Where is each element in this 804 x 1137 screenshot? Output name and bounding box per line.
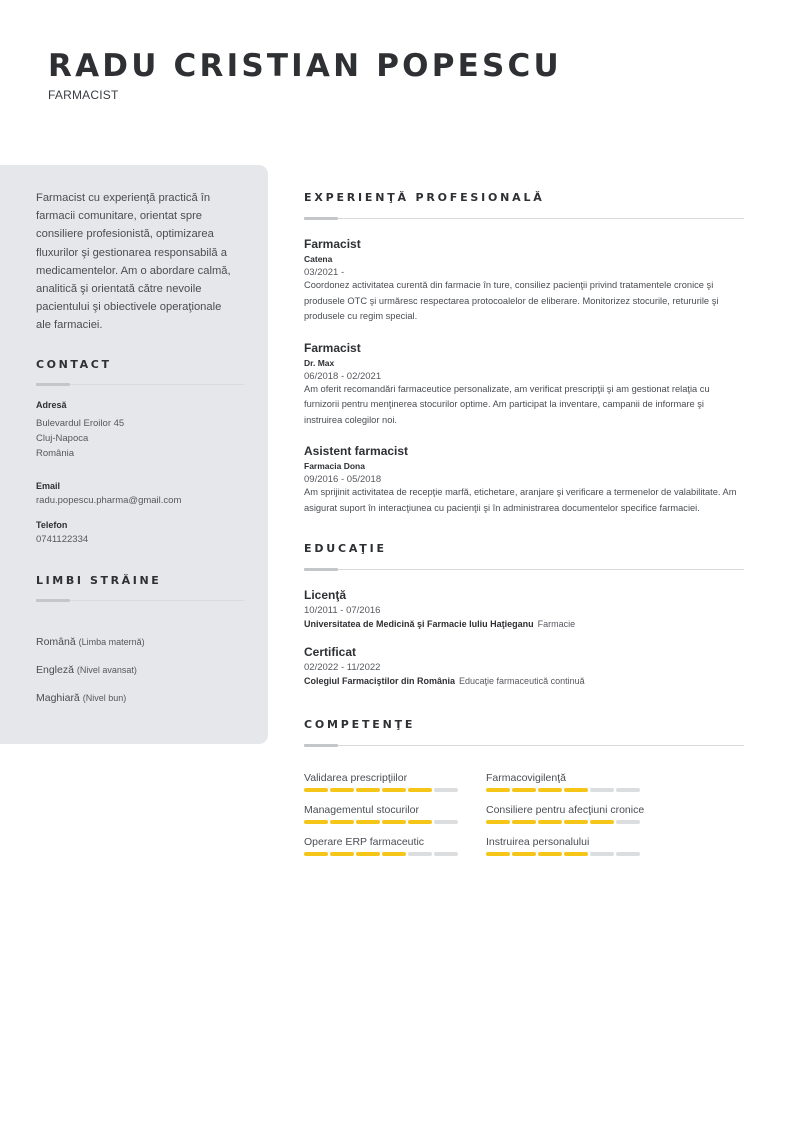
skill-segment-filled [564,852,588,856]
education-school: Colegiul Farmaciştilor din România [304,676,456,686]
education-field: Farmacie [537,619,576,629]
candidate-title: FARMACIST [48,88,119,102]
education-degree: Licenţă [304,588,347,602]
skill-segment-filled [382,788,406,792]
education-heading: EDUCAŢIE [304,542,387,555]
skill-item [304,772,486,792]
skill-segment-filled [408,820,432,824]
job-company: Dr. Max [304,357,335,368]
skill-segment-empty [590,788,614,792]
job-description: Coordonez activitatea curentă din farmacie în ture, consiliez pacienţii privind tratamentele cronice şi produsele OTC şi urmăresc respectarea protocoalelor de eliberare. Monitorizez stocurile, retururile şi produsele cu regim special. [304,280,719,321]
skill-segment-filled [330,820,354,824]
skill-item [304,836,486,856]
main-content [304,191,744,856]
skill-segment-filled [564,788,588,792]
education-item [304,588,744,629]
experience-item [304,237,744,325]
address-label: Adresă [36,400,67,410]
contact-heading: CONTACT [36,358,112,371]
skill-name: Consiliere pentru afecţiuni cronice [486,804,645,816]
skill-level-bar [486,820,686,824]
skill-segment-filled [382,852,406,856]
language-item [36,636,244,648]
job-company: Farmacia Dona [304,461,365,471]
skill-name: Managementul stocurilor [304,804,419,816]
skill-segment-filled [356,852,380,856]
skill-segment-filled [512,852,536,856]
skill-level-bar [486,852,686,856]
skill-segment-filled [408,788,432,792]
skill-segment-empty [434,788,458,792]
language-name: Maghiară [36,692,80,704]
language-level: (Limba maternă) [78,637,145,647]
skill-level-bar [304,852,486,856]
email-value[interactable]: radu.popescu.pharma@gmail.com [36,495,182,506]
education-section [304,542,744,686]
skill-segment-empty [434,852,458,856]
skill-level-bar [304,788,486,792]
job-company: Catena [304,254,333,264]
language-level: (Nivel bun) [82,693,127,703]
language-name: Română [36,636,76,648]
address-line: România [36,448,75,459]
phone-value[interactable]: 0741122334 [36,534,89,545]
skill-item [304,804,486,824]
skill-segment-filled [538,820,562,824]
language-item [36,692,244,704]
skill-segment-empty [616,852,640,856]
section-divider [304,568,744,571]
skill-segment-empty [616,788,640,792]
language-item [36,664,244,676]
languages-heading: LIMBI STRĂINE [36,574,162,587]
job-dates: 03/2021 - [304,267,345,278]
skill-segment-filled [538,788,562,792]
skill-segment-filled [486,788,510,792]
skills-grid [304,772,744,856]
experience-item [304,444,744,516]
skill-name: Operare ERP farmaceutic [304,836,425,848]
job-description: Am oferit recomandări farmaceutice personalizate, am verificat prescripţii şi am gestionat relaţia cu furnizorii pentru menţinerea stocurilor optime. Am participat la inventare, campanii de informare şi instruirea colegilor noi. [304,383,710,425]
skill-segment-empty [408,852,432,856]
section-divider [36,383,244,386]
job-role: Asistent farmacist [304,444,409,458]
education-field: Educaţie farmaceutică continuă [459,676,585,686]
skills-heading: COMPETENŢE [304,718,416,731]
email-label: Email [36,481,61,491]
skill-segment-filled [356,788,380,792]
language-name: Engleză [36,664,74,676]
skill-segment-filled [512,820,536,824]
experience-section [304,191,744,516]
skill-level-bar [304,820,486,824]
skill-segment-filled [564,820,588,824]
language-level: (Nivel avansat) [76,665,137,675]
skills-section [304,718,744,856]
experience-heading: EXPERIENŢĂ PROFESIONALĂ [304,191,545,204]
skill-item [486,804,686,824]
section-divider [304,217,744,220]
job-role: Farmacist [304,340,361,355]
job-dates: 06/2018 - 02/2021 [304,370,382,382]
job-dates: 09/2016 - 05/2018 [304,474,382,485]
skill-level-bar [486,788,686,792]
job-role: Farmacist [304,237,361,251]
address-line: Cluj-Napoca [36,433,89,444]
skill-segment-filled [356,820,380,824]
skill-segment-filled [590,820,614,824]
candidate-name: RADU CRISTIAN POPESCU [48,48,562,84]
skill-item [486,836,686,856]
education-degree: Certificat [304,645,357,659]
skill-segment-filled [512,788,536,792]
experience-item [304,341,744,429]
skill-item [486,772,686,792]
job-description: Am sprijinit activitatea de recepţie marfă, etichetare, aranjare şi verificare a termenelor de valabilitate. Am asigurat suport în interacţiunea cu pacienţii şi în administrarea documentelor specifice farmaciei. [304,487,737,513]
skill-segment-filled [304,788,328,792]
profile-summary: Farmacist cu experienţă practică în farmacii comunitare, orientat spre consiliere profesionistă, optimizarea fluxurilor şi gestionarea responsabilă a medicamentelor. Am o abordare calmă, analitică şi orientată către nevoile pacientului şi obiectivele operaţionale ale farmaciei. [36,192,231,332]
section-divider [304,744,744,747]
phone-label: Telefon [36,520,68,530]
skill-name: Validarea prescripţiilor [304,772,408,784]
education-school: Universitatea de Medicină şi Farmacie Iuliu Haţieganu [304,619,534,629]
skill-segment-empty [434,820,458,824]
contact-section [36,358,244,547]
skill-segment-empty [590,852,614,856]
skill-segment-filled [304,852,328,856]
skill-name: Farmacovigilenţă [486,772,566,784]
section-divider [36,599,244,602]
address-value [36,416,244,461]
skill-segment-filled [330,852,354,856]
skill-segment-empty [616,820,640,824]
skill-segment-filled [538,852,562,856]
education-institution [304,619,744,629]
education-dates: 02/2022 - 11/2022 [304,662,381,673]
resume-header [48,46,562,102]
skill-segment-filled [486,852,510,856]
languages-section [36,574,244,704]
education-item [304,645,744,686]
education-dates: 10/2011 - 07/2016 [304,605,381,616]
skill-segment-filled [382,820,406,824]
skill-segment-filled [486,820,510,824]
education-institution [304,676,744,686]
skill-name: Instruirea personalului [486,836,590,848]
address-line: Bulevardul Eroilor 45 [36,418,125,429]
skill-segment-filled [304,820,328,824]
skill-segment-filled [330,788,354,792]
